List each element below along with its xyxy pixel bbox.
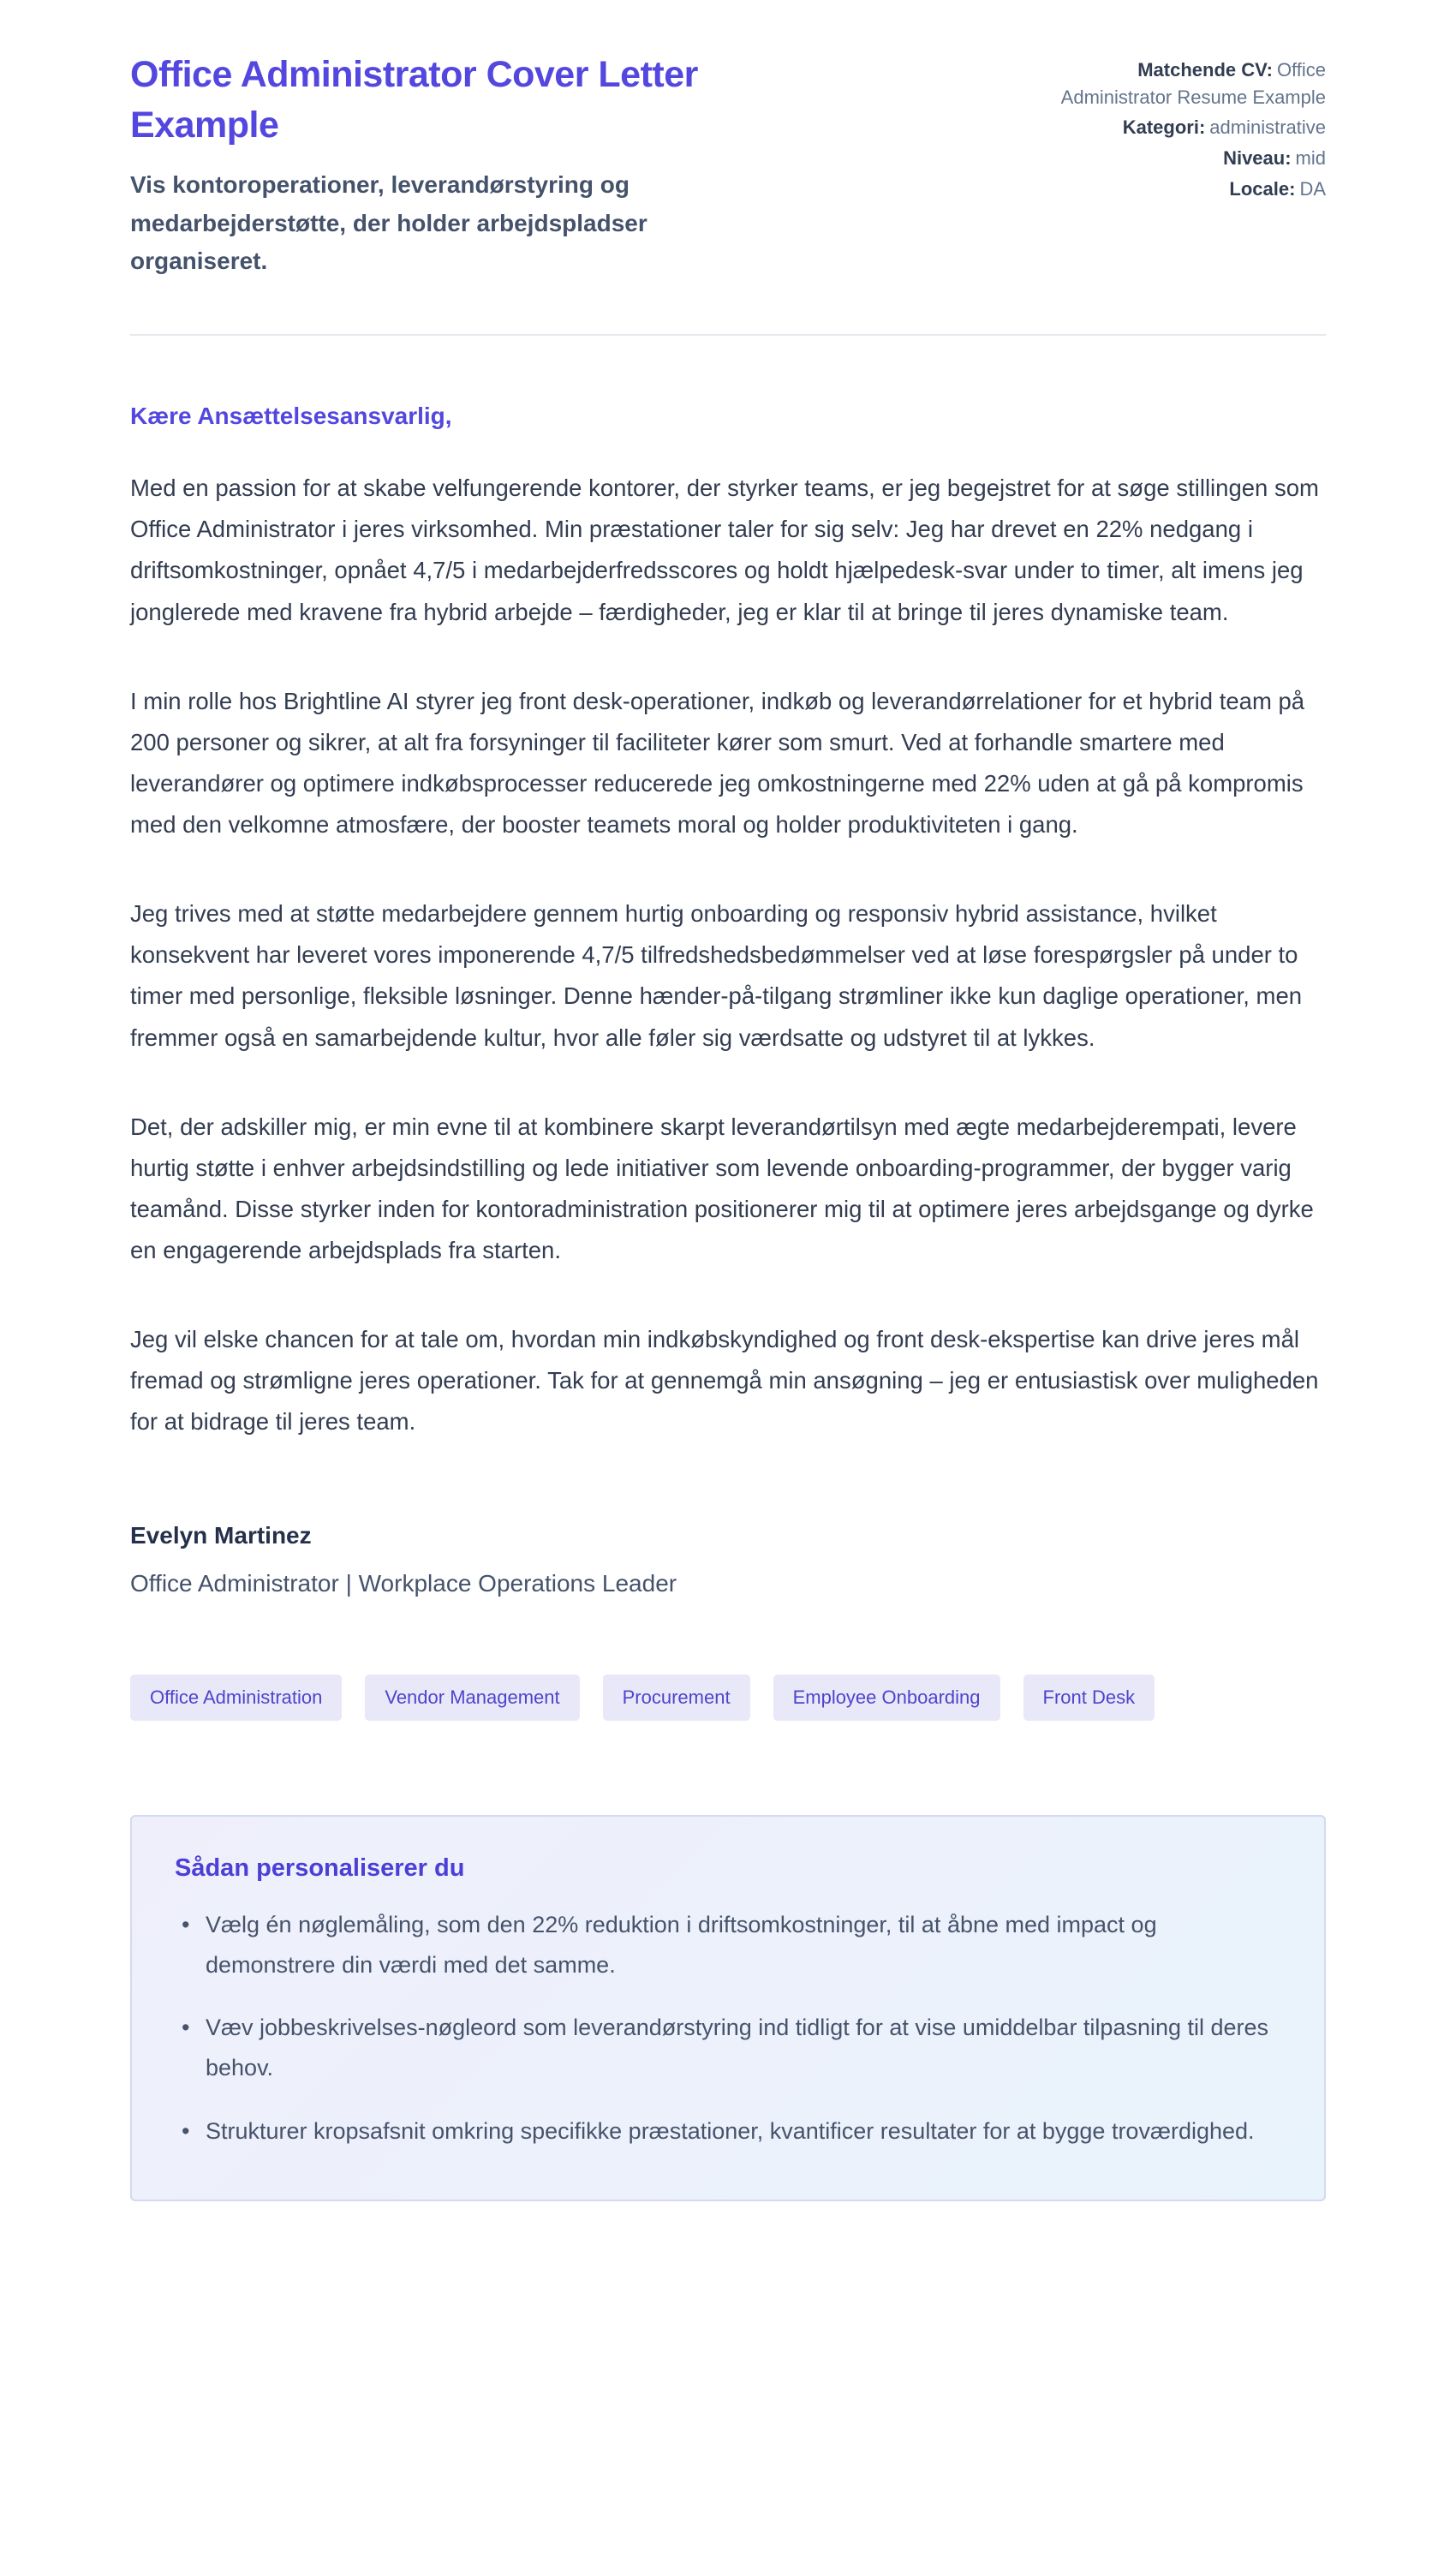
letter-paragraph: Med en passion for at skabe velfungerende kontorer, der styrker teams, er jeg begejstret for at søge stillingen som Office Administrator i jeres virksomhed. Min præstationer taler for sig selv: Jeg har drevet en 22% nedgang i driftsomkostninger, opnået 4,7/5 i medarbejderfredsscores og holdt hjælpedesk-svar under to timer, alt imens jeg jonglerede med kravene fra hybrid arbejde – færdigheder, jeg er klar til at bringe til jeres dynamiske team. bbox=[130, 475, 1319, 625]
letter-greeting: Kære Ansættelsesansvarlig, bbox=[130, 403, 452, 430]
tag-chip[interactable]: Office Administration bbox=[130, 1675, 342, 1721]
letter-paragraph: Jeg trives med at støtte medarbejdere gennem hurtig onboarding og responsiv hybrid assistance, hvilket konsekvent har leveret vores imponerende 4,7/5 tilfredshedsbedømmelser ved at løse forespørgsler på under to timer med personlige, fleksible løsninger. Denne hænder-på-tilgang strømliner ikke kun daglige operationer, men fremmer også en samarbejdende kultur, hvor alle føler sig værdsatte og udstyret til at lykkes. bbox=[130, 900, 1303, 1051]
signature-title: Office Administrator | Workplace Operations Leader bbox=[130, 1569, 677, 1597]
meta-row bbox=[1043, 57, 1326, 110]
meta-label: Locale: bbox=[1229, 177, 1296, 200]
page-subtitle: Vis kontoroperationer, leverandørstyring og medarbejderstøtte, der holder arbejdspladser organiseret. bbox=[130, 170, 647, 275]
tip-item: • Væv jobbeskrivelses-nøgleord som leverandørstyring ind tidligt for at vise umiddelbar tilpasning til deres behov. bbox=[175, 2008, 1281, 2089]
letter-body bbox=[130, 403, 1326, 1597]
header bbox=[130, 50, 1326, 281]
meta-label: Niveau: bbox=[1223, 147, 1292, 170]
tips-list bbox=[175, 1905, 1281, 2152]
meta-label: Matchende CV: bbox=[1137, 59, 1273, 81]
tip-item: • Vælg én nøglemåling, som den 22% reduktion i driftsomkostninger, til at åbne med impact og demonstrere din værdi med det samme. bbox=[175, 1905, 1281, 1986]
letter-paragraph: Det, der adskiller mig, er min evne til at kombinere skarpt leverandørtilsyn med ægte medarbejderempati, levere hurtig støtte i enhver arbejdsindstilling og lede initiativer som levende onboarding-programmer, der bygger varig teamånd. Disse styrker inden for kontoradministration positionerer mig til at optimere jeres arbejdsgange og dyrke en engagerende arbejdsplads fra starten. bbox=[130, 1113, 1314, 1264]
letter-paragraphs bbox=[130, 468, 1326, 1442]
letter-paragraph: I min rolle hos Brightline AI styrer jeg front desk-operationer, indkøb og leverandørrelationer for et hybrid team på 200 personer og sikrer, at alt fra forsyninger til faciliteter kører som smurt. Ved at forhandle smartere med leverandører og optimere indkøbsprocesser reducerede jeg omkostningerne med 22% uden at gå på kompromis med den velkomne atmosfære, der booster teamets moral og holder produktiviteten i gang. bbox=[130, 687, 1305, 839]
tag-chip[interactable]: Procurement bbox=[603, 1675, 750, 1721]
meta-value: DA bbox=[1299, 177, 1326, 200]
meta-row bbox=[1043, 176, 1326, 203]
meta-label: Kategori: bbox=[1122, 116, 1206, 139]
header-title-block bbox=[130, 50, 815, 281]
tag-list bbox=[130, 1675, 1326, 1721]
meta-panel bbox=[1043, 50, 1326, 206]
tag-chip[interactable]: Employee Onboarding bbox=[773, 1675, 1000, 1721]
tip-item: • Strukturer kropsafsnit omkring specifikke præstationer, kvantificer resultater for at bygge troværdighed. bbox=[175, 2111, 1281, 2152]
meta-value: administrative bbox=[1209, 116, 1326, 139]
page-title: Office Administrator Cover Letter Example bbox=[130, 54, 698, 146]
meta-value: mid bbox=[1295, 147, 1326, 170]
letter-paragraph: Jeg vil elske chancen for at tale om, hvordan min indkøbskyndighed og front desk-ekspertise kan drive jeres mål fremad og strømligne jeres operationer. Tak for at gennemgå min ansøgning – jeg er entusiastisk over muligheden for at bidrage til jeres team. bbox=[130, 1326, 1319, 1436]
signature-name: Evelyn Martinez bbox=[130, 1521, 312, 1549]
tips-title: Sådan personaliserer du bbox=[175, 1854, 465, 1882]
meta-row bbox=[1043, 145, 1326, 172]
meta-row bbox=[1043, 114, 1326, 141]
meta-value: Office Administrator Resume Example bbox=[1060, 59, 1326, 108]
tips-box bbox=[130, 1815, 1326, 2201]
tag-chip[interactable]: Vendor Management bbox=[365, 1675, 579, 1721]
header-divider bbox=[130, 334, 1326, 336]
tag-chip[interactable]: Front Desk bbox=[1023, 1675, 1155, 1721]
